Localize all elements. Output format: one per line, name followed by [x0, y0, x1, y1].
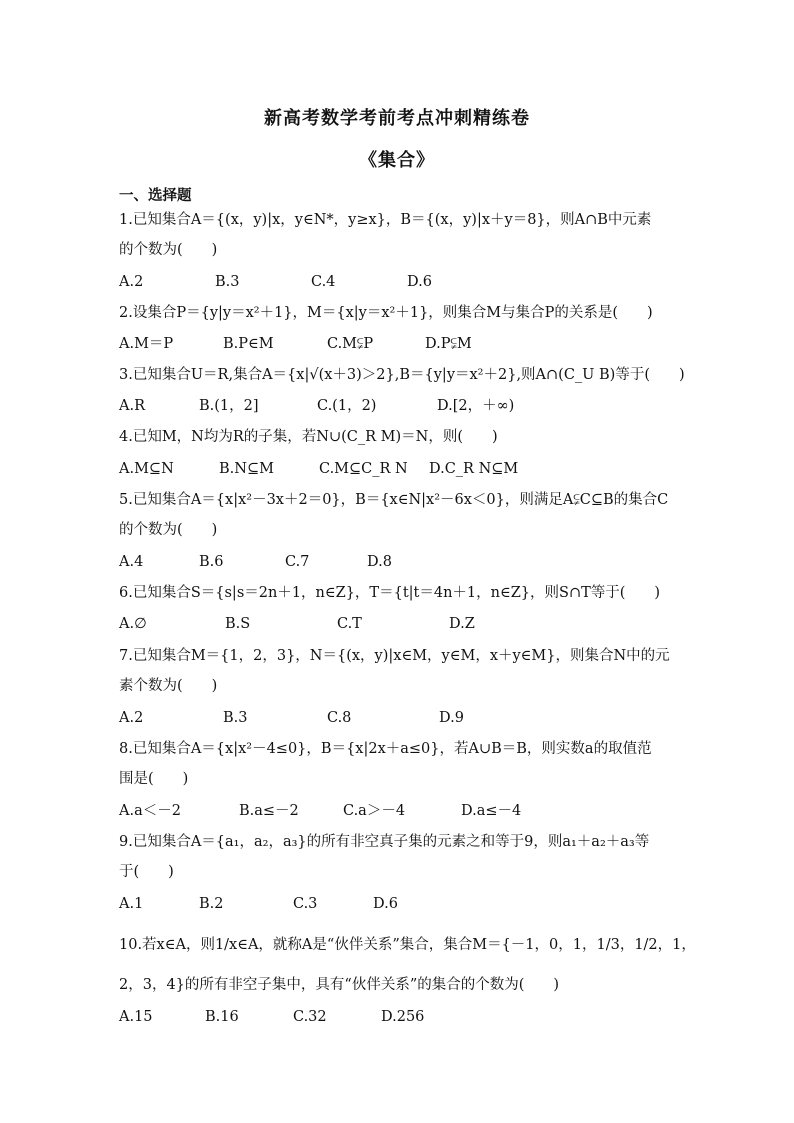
option-d: D.[2，＋∞): [437, 398, 515, 414]
option-d: D.6: [373, 896, 398, 912]
doc-title: 新高考数学考前考点冲刺精练卷: [264, 108, 530, 129]
question-1-options: [119, 272, 699, 292]
question-10-line-2: 2，3，4}的所有非空子集中，具有“伙伴关系”的集合的个数为( ): [119, 977, 560, 993]
option-d: D.9: [439, 710, 464, 726]
question-9-line-1: 9.已知集合A＝{a₁，a₂，a₃}的所有非空真子集的元素之和等于9，则a₁＋a₂＋a₃等: [119, 834, 650, 850]
option-b: B.S: [225, 616, 251, 632]
option-a: A.R: [119, 398, 145, 414]
question-7-options: [119, 708, 699, 728]
option-d: D.6: [407, 274, 432, 290]
option-a: A.15: [119, 1009, 153, 1025]
option-a: A.M＝P: [119, 336, 174, 352]
question-4-options: [119, 459, 699, 479]
option-d: D.Z: [449, 616, 475, 632]
question-10-options: [119, 1007, 699, 1027]
question-7-line-2: 素个数为( ): [119, 678, 218, 694]
option-c: C.3: [293, 896, 318, 912]
option-c: C.7: [285, 554, 310, 570]
option-a: A.2: [119, 274, 144, 290]
option-c: C.8: [327, 710, 352, 726]
question-4-line-1: 4.已知M，N均为R的子集，若N∪(C_R M)＝N，则( ): [119, 429, 498, 445]
option-c: C.32: [293, 1009, 327, 1025]
option-c: C.(1，2): [317, 398, 377, 414]
option-c: C.M⊆C_R N: [319, 461, 408, 477]
option-c: C.a＞－4: [343, 803, 406, 819]
question-3-line-1: 3.已知集合U＝R,集合A＝{x|√(x＋3)＞2},B＝{y|y＝x²＋2},则A∩(C_U B)等于( ): [119, 367, 685, 383]
option-b: B.3: [215, 274, 240, 290]
option-a: A.2: [119, 710, 144, 726]
option-d: D.a≤－4: [461, 803, 522, 819]
option-b: B.16: [205, 1009, 239, 1025]
option-a: A.4: [119, 554, 144, 570]
option-c: C.4: [311, 274, 336, 290]
question-9-options: [119, 894, 699, 914]
option-b: B.a≤－2: [239, 803, 299, 819]
option-d: D.C_R N⊆M: [429, 461, 519, 477]
question-5-line-2: 的个数为( ): [119, 522, 218, 538]
option-a: A.1: [119, 896, 144, 912]
option-b: B.2: [199, 896, 224, 912]
question-10-line-1: 10.若x∈A，则1/x∈A，就称A是“伙伴关系”集合，集合M＝{－1，0，1，1/3，1/2，1，: [119, 937, 696, 953]
option-c: C.M⫋P: [327, 336, 374, 352]
question-9-line-2: 于( ): [119, 864, 174, 880]
question-3-options: [119, 396, 699, 416]
option-d: D.256: [381, 1009, 425, 1025]
option-b: B.(1，2]: [199, 398, 259, 414]
option-a: A.∅: [119, 616, 147, 632]
doc-subtitle: 《集合》: [359, 150, 435, 171]
question-1-line-1: 1.已知集合A＝{(x，y)|x，y∈N*，y≥x}，B＝{(x，y)|x＋y＝8}，则A∩B中元素: [119, 212, 652, 228]
option-b: B.3: [223, 710, 248, 726]
option-d: D.8: [367, 554, 392, 570]
option-c: C.T: [337, 616, 362, 632]
question-6-options: [119, 614, 699, 634]
question-8-options: [119, 801, 699, 821]
option-b: B.P∈M: [223, 336, 274, 352]
question-5-options: [119, 552, 699, 572]
question-6-line-1: 6.已知集合S＝{s|s＝2n＋1，n∈Z}，T＝{t|t＝4n＋1，n∈Z}，则S∩T等于( ): [119, 585, 661, 601]
section-heading: 一、选择题: [119, 188, 192, 204]
option-b: B.N⊆M: [219, 461, 274, 477]
option-a: A.M⊆N: [119, 461, 174, 477]
question-2-line-1: 2.设集合P＝{y|y＝x²＋1}，M＝{x|y＝x²＋1}，则集合M与集合P的关系是( ): [119, 305, 653, 321]
question-5-line-1: 5.已知集合A＝{x|x²－3x＋2＝0}，B＝{x∈N|x²－6x＜0}，则满足A⫋C⊆B的集合C: [119, 492, 669, 508]
question-2-options: [119, 334, 699, 354]
option-b: B.6: [199, 554, 224, 570]
question-8-line-2: 围是( ): [119, 771, 189, 787]
question-8-line-1: 8.已知集合A＝{x|x²－4≤0}，B＝{x|2x＋a≤0}，若A∪B＝B，则实数a的取值范: [119, 741, 652, 757]
question-7-line-1: 7.已知集合M＝{1，2，3}，N＝{(x，y)|x∈M，y∈M，x＋y∈M}，则集合N中的元: [119, 648, 670, 664]
option-a: A.a＜－2: [119, 803, 181, 819]
option-d: D.P⫋M: [425, 336, 472, 352]
question-1-line-2: 的个数为( ): [119, 242, 218, 258]
